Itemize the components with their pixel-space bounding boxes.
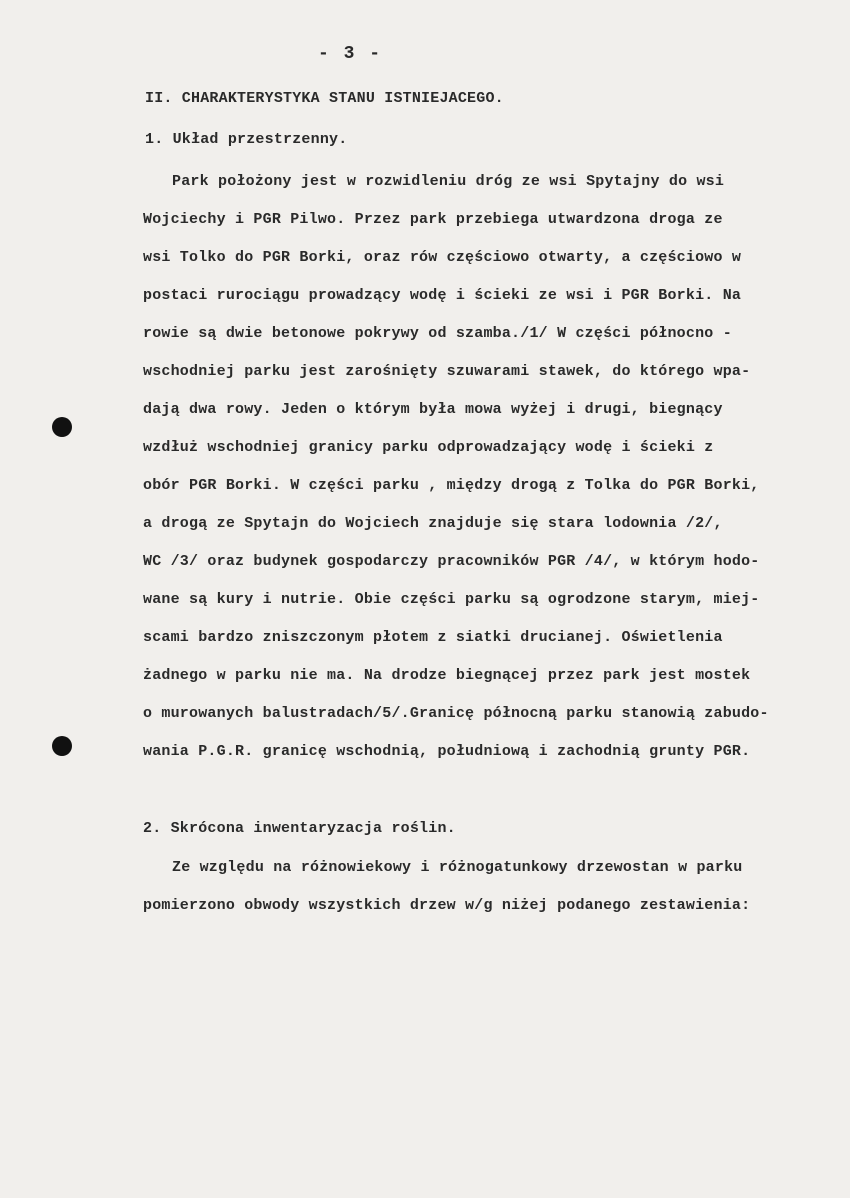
text-line: scami bardzo zniszczonym płotem z siatki drucianej. Oświetlenia [143, 629, 723, 646]
text-line: o murowanych balustradach/5/.Granicę północną parku stanowią zabudo- [143, 705, 769, 722]
text-line: obór PGR Borki. W części parku , między drogą z Tolka do PGR Borki, [143, 477, 760, 494]
text-line: wschodniej parku jest zarośnięty szuwarami stawek, do którego wpa- [143, 363, 751, 380]
text-line: żadnego w parku nie ma. Na drodze biegnącej przez park jest mostek [143, 667, 751, 684]
text-line: postaci rurociągu prowadzący wodę i ścieki ze wsi i PGR Borki. Na [143, 287, 742, 304]
text-line: WC /3/ oraz budynek gospodarczy pracowników PGR /4/, w którym hodo- [143, 553, 760, 570]
text-line: dają dwa rowy. Jeden o którym była mowa wyżej i drugi, biegnący [143, 401, 723, 418]
text-line: wane są kury i nutrie. Obie części parku są ogrodzone starym, miej- [143, 591, 760, 608]
page-number: - 3 - [318, 44, 383, 64]
text-line: wania P.G.R. granicę wschodnią, południową i zachodnią grunty PGR. [143, 743, 751, 760]
punch-hole [52, 417, 72, 437]
text-line: a drogą ze Spytajn do Wojciech znajduje się stara lodownia /2/, [143, 515, 723, 532]
text-line: rowie są dwie betonowe pokrywy od szamba./1/ W części północno - [143, 325, 732, 342]
punch-hole [52, 736, 72, 756]
section-2-title: 2. Skrócona inwentaryzacja roślin. [143, 820, 456, 837]
text-line: Park położony jest w rozwidleniu dróg ze wsi Spytajny do wsi [172, 173, 725, 190]
text-line: wsi Tolko do PGR Borki, oraz rów częściowo otwarty, a częściowo w [143, 249, 742, 266]
text-line: pomierzono obwody wszystkich drzew w/g niżej podanego zestawienia: [143, 897, 751, 914]
chapter-heading: II. CHARAKTERYSTYKA STANU ISTNIEJACEGO. [145, 90, 504, 107]
text-line: Wojciechy i PGR Pilwo. Przez park przebiega utwardzona droga ze [143, 211, 723, 228]
section-1-title: 1. Układ przestrzenny. [145, 131, 348, 148]
text-line: Ze względu na różnowiekowy i różnogatunkowy drzewostan w parku [172, 859, 743, 876]
text-line: wzdłuż wschodniej granicy parku odprowadzający wodę i ścieki z [143, 439, 714, 456]
